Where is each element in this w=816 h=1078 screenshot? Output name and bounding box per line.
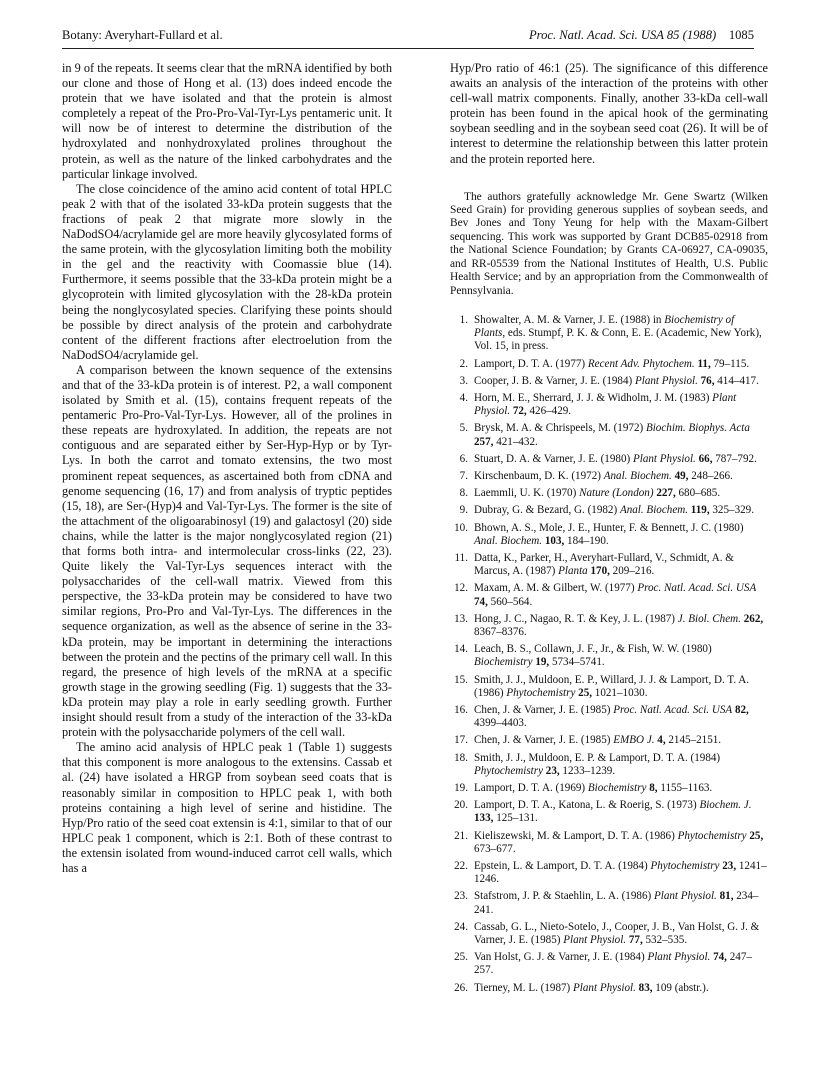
reference-volume: 74, (474, 595, 488, 608)
reference-pages: 680–685. (675, 487, 721, 500)
reference-authors: Chen, J. & Varner, J. E. (1985) (474, 703, 614, 716)
reference-item (450, 782, 768, 795)
reference-number: 13 . (450, 613, 468, 626)
reference-authors: Van Holst, G. J. & Varner, J. E. (1984) (474, 951, 648, 964)
reference-authors: Kieliszewski, M. & Lamport, D. T. A. (1986) (474, 829, 678, 842)
reference-volume: 19, (532, 656, 550, 669)
reference-volume: 49, (671, 469, 689, 482)
reference-volume: 76, (697, 374, 715, 387)
reference-pages: 532–535. (642, 934, 688, 947)
reference-journal: Plant Physiol. (573, 981, 636, 994)
body-paragraph: The close coincidence of the amino acid content of total HPLC peak 2 with that of the isolated 33-kDa protein suggests that the fractions of peak 2 that migrate more slowly in the NaDodSO4/acrylamide gel are more heavily glycosylated forms of the same protein, with the glycosylation limiting both the mobility in the gel and the reactivity with Coomassie blue (14). Furthermore, it seems possible that the 33-kDa protein might be a glycoprotein with limited glycosylation with the 28-kDa protein being the nonglycosylated species. Clarifying these points should be possible by direct analysis of the protein and carbohydrate content of the different fractions after electroelution from the NaDodSO4/acrylamide gel. (62, 181, 392, 362)
reference-authors: Maxam, A. M. & Gilbert, W. (1977) (474, 582, 638, 595)
reference-list (450, 314, 768, 995)
reference-journal: Anal. Biochem. (603, 469, 672, 482)
reference-journal: Nature (London) (579, 487, 654, 500)
reference-journal: Recent Adv. Phytochem. (587, 357, 695, 370)
reference-pages: 4399–4403. (474, 717, 527, 730)
reference-volume: 82, (732, 703, 749, 716)
reference-pages: 109 (abstr.). (652, 981, 709, 994)
reference-item (450, 552, 768, 578)
header-journal-page (529, 28, 754, 43)
reference-pages: 1233–1239. (559, 764, 616, 777)
reference-number: 25 . (450, 951, 468, 964)
reference-item (450, 890, 768, 916)
reference-item (450, 734, 768, 747)
reference-pages: 426–429. (526, 405, 572, 418)
reference-number: 11 . (450, 552, 468, 565)
reference-number: 4 . (450, 392, 468, 405)
body-paragraph: A comparison between the known sequence of the extensins and that of the 33-kDa protein is of interest. P2, a wall component isolated by Smith et al. (15), contains frequent repeats of the pentameric Pro-Pro-Val-Tyr-Lys. However, all of the prolines in these repeats are hydroxylated. In addition, the repeats are not contiguous and are separated either by Ser-Hyp-Hyp or by Tyr-Lys. In both the carrot and tomato extensins, the two most prominent repeat sequences, as ascertained both from cDNA and genome sequencing (16, 17) and from analysis of tryptic peptides (15, 18), are Ser-(Hyp)4 and Val-Tyr-Lys. The former is the site of the attachment of the oligoarabinosyl (19) and galactosyl (20) side chains, while the latter is the major nonglycosylated region (21) that forms both intra- and intermolecular cross-links (22, 23). Quite likely the Val-Tyr-Lys sequences interact with the polysaccharides of the cell-wall matrix. Viewed from this perspective, the 33-kDa protein may be considered to have two similar regions, Pro-Pro and Val-Tyr-Lys. The differences in the sequence organization, as well as the absence of serine in the 33-kDa protein, may be important in determining the interactions between the protein and the pectins of the primary cell wall. In this regard, the presence of high levels of the mRNA at a specific growth stage in the growing seedling (Fig. 1) suggests that the 33-kDa protein may play a role in early seedling growth. Further insight should result from a study of the interaction of the 33-kDa protein with the polysaccharide polymers of the cell wall. (62, 362, 392, 740)
reference-item (450, 921, 768, 947)
reference-number: 18 . (450, 752, 468, 765)
reference-authors: Datta, K., Parker, H., Averyhart-Fullard, V., Schmidt, A. & Marcus, A. (1987) (474, 551, 734, 578)
reference-journal: Proc. Natl. Acad. Sci. USA (613, 703, 733, 716)
reference-number: 17 . (450, 734, 468, 747)
reference-pages: 1241–1246. (474, 860, 767, 886)
reference-number: 3 . (450, 375, 468, 388)
reference-number: 22 . (450, 860, 468, 873)
reference-item (450, 504, 768, 517)
reference-number: 2 . (450, 358, 468, 371)
reference-number: 21 . (450, 830, 468, 843)
reference-volume: 23, (543, 764, 560, 777)
reference-journal: Biochemistry of Plants (474, 313, 735, 340)
reference-item (450, 860, 768, 886)
reference-volume: 25, (746, 829, 764, 842)
reference-number: 5 . (450, 422, 468, 435)
reference-number: 1 . (450, 314, 468, 327)
reference-pages: 234–241. (474, 890, 759, 916)
reference-journal: EMBO J. (613, 734, 655, 747)
reference-journal: Plant Physiol. (653, 890, 717, 903)
reference-pages: 248–266. (688, 469, 733, 482)
reference-number: 12 . (450, 582, 468, 595)
reference-journal: Phytochemistry (677, 829, 747, 842)
reference-volume: 77, (626, 934, 643, 947)
reference-item (450, 643, 768, 669)
reference-journal: Plant Physiol. (632, 452, 696, 465)
body-paragraph: Hyp/Pro ratio of 46:1 (25). The significance of this difference awaits an analysis of the interaction of the proteins with other cell-wall matrix components. Finally, another 33-kDa cell-wall protein has been found in the apical hook of the germinating soybean seedling and in the soybean seed coat (26). It will be of interest to determine the relationship between this latter protein and the protein reported here. (450, 61, 768, 166)
reference-authors: Epstein, L. & Lamport, D. T. A. (1984) (474, 860, 651, 873)
reference-item (450, 613, 768, 639)
reference-number: 9 . (450, 504, 468, 517)
reference-authors: Tierney, M. L. (1987) (474, 981, 574, 994)
reference-number: 23 . (450, 890, 468, 903)
reference-volume: 170, (587, 565, 610, 578)
reference-pages: 79–115. (710, 357, 750, 370)
reference-journal: Plant Physiol. (634, 374, 698, 387)
reference-pages: 421–432. (493, 435, 538, 448)
reference-journal: Proc. Natl. Acad. Sci. USA (637, 582, 757, 595)
reference-journal: Biochemistry (474, 656, 533, 669)
reference-authors: Showalter, A. M. & Varner, J. E. (1988) in (474, 313, 665, 326)
header-section-authors: Botany: Averyhart-Fullard et al. (62, 28, 223, 42)
running-header (62, 28, 754, 49)
reference-pages: 325–329. (709, 504, 754, 517)
reference-journal: Plant Physiol. (647, 951, 711, 964)
reference-journal: Phytochemistry (474, 764, 544, 777)
reference-volume: 74, (710, 951, 727, 964)
acknowledgment: The authors gratefully acknowledge Mr. Gene Swartz (Wilken Seed Grain) for providing generous supplies of soybean seeds, and Bev Jones and Tony Yeung for help with the Maxam-Gilbert sequencing. This work was supported by Grant DCB85-02918 from the National Science Foundation; by Grants CA-06927, CA-09035, and RR-05539 from the National Institutes of Health, U.S. Public Health Service; and by an appropriation from the Commonwealth of Pennsylvania. (450, 190, 768, 297)
reference-pages: , eds. Stumpf, P. K. & Conn, E. E. (Academic, New York), Vol. 15, in press. (474, 327, 762, 353)
reference-volume: 257, (474, 435, 494, 448)
reference-journal: J. Biol. Chem. (677, 612, 741, 625)
body-paragraph: in 9 of the repeats. It seems clear that the mRNA identified by both our clone and those of Hong et al. (13) does indeed encode the protein that we have isolated and that the protein is almost completely a repeat of the Pro-Pro-Val-Tyr-Lys pentameric unit. It will now be of interest to determine the distribution of the hydroxylated and nonhydroxylated prolines throughout the protein, as well as the nature of the linked carbohydrates and the particular linkage involved. (62, 61, 392, 181)
reference-volume: 227, (653, 487, 676, 500)
reference-journal: Plant Physiol. (563, 934, 627, 947)
reference-item (450, 358, 768, 371)
reference-number: 20 . (450, 799, 468, 812)
reference-volume: 83, (635, 981, 653, 994)
reference-item (450, 582, 768, 608)
reference-number: 19 . (450, 782, 468, 795)
reference-authors: Lamport, D. T. A., Katona, L. & Roerig, S. (1973) (474, 799, 700, 812)
reference-authors: Chen, J. & Varner, J. E. (1985) (474, 734, 614, 747)
reference-item (450, 392, 768, 418)
reference-authors: Laemmli, U. K. (1970) (474, 487, 580, 500)
reference-number: 14 . (450, 643, 468, 656)
reference-item (450, 422, 768, 448)
reference-volume: 11, (694, 357, 711, 370)
reference-authors: Cassab, G. L., Nieto-Sotelo, J., Cooper, J. B., Van Holst, G. J. & Varner, J. E. (1985) (474, 920, 760, 947)
reference-volume: 81, (716, 890, 734, 903)
reference-item (450, 375, 768, 388)
reference-number: 10 . (450, 522, 468, 535)
reference-journal: Biochem. J. (699, 799, 752, 812)
reference-pages: 1155–1163. (657, 782, 713, 794)
reference-number: 26 . (450, 982, 468, 995)
reference-item (450, 470, 768, 483)
reference-pages: 209–216. (609, 565, 655, 578)
reference-volume: 133, (474, 812, 494, 825)
reference-item (450, 951, 768, 977)
reference-authors: Lamport, D. T. A. (1969) (474, 782, 588, 794)
reference-number: 15 . (450, 674, 468, 687)
reference-authors: Kirschenbaum, D. K. (1972) (474, 469, 604, 482)
body-paragraph: The amino acid analysis of HPLC peak 1 (Table 1) suggests that this component is more analogous to the extensins. Cassab et al. (24) have isolated a HRGP from soybean seed coats that is reasonably similar in composition to HPLC peak 1, with both proteins containing a high level of serine and histidine. The Hyp/Pro ratio of the seed coat extensin is 4:1, similar to that of our HPLC peak 1 component, which is 2:1. Both of these contrast to the extensin isolated from wound-induced carrot cell walls, which has a (62, 740, 392, 875)
reference-item (450, 799, 768, 825)
reference-item (450, 522, 768, 548)
reference-item (450, 752, 768, 778)
reference-journal: Biochim. Biophys. Acta (645, 422, 750, 435)
reference-number: 6 . (450, 453, 468, 466)
reference-pages: 673–677. (474, 842, 516, 855)
reference-pages: 8367–8376. (474, 625, 527, 638)
header-page-number: 1085 (728, 28, 754, 42)
reference-volume: 25, (575, 686, 593, 699)
reference-authors: Smith, J. J., Muldoon, E. P., Willard, J. J. & Lamport, D. T. A. (1986) (474, 673, 750, 699)
reference-number: 24 . (450, 921, 468, 934)
reference-volume: 72, (510, 405, 527, 418)
reference-item (450, 674, 768, 700)
reference-authors: Horn, M. E., Sherrard, J. J. & Widholm, J. M. (1983) (474, 391, 713, 404)
reference-pages: 2145–2151. (665, 734, 722, 747)
reference-item (450, 314, 768, 354)
reference-pages: 184–190. (564, 534, 609, 547)
reference-authors: Brysk, M. A. & Chrispeels, M. (1972) (474, 422, 646, 435)
reference-journal: Biochemistry (587, 782, 647, 794)
reference-item (450, 453, 768, 466)
reference-journal: Anal. Biochem. (474, 534, 543, 547)
reference-item (450, 704, 768, 730)
reference-number: 16 . (450, 704, 468, 717)
reference-pages: 125–131. (493, 812, 538, 825)
reference-authors: Cooper, J. B. & Varner, J. E. (1984) (474, 374, 635, 387)
reference-journal: Plant Physiol. (474, 391, 737, 418)
reference-volume: 262, (740, 612, 764, 625)
reference-authors: Stafstrom, J. P. & Staehlin, L. A. (1986) (474, 890, 654, 903)
reference-journal: Phytochemistry (650, 860, 720, 873)
reference-authors: Stuart, D. A. & Varner, J. E. (1980) (474, 452, 633, 465)
reference-pages: 1021–1030. (592, 686, 648, 699)
reference-volume: 8, (646, 782, 658, 794)
reference-volume: 103, (542, 534, 565, 547)
reference-authors: Bhown, A. S., Mole, J. E., Hunter, F. & Bennett, J. C. (1980) (474, 521, 744, 534)
reference-number: 8 . (450, 487, 468, 500)
reference-journal: Phytochemistry (506, 686, 576, 699)
reference-pages: 5734–5741. (549, 656, 605, 669)
reference-item (450, 830, 768, 856)
left-column (62, 61, 392, 876)
reference-authors: Hong, J. C., Nagao, R. T. & Key, J. L. (1987) (474, 612, 678, 625)
reference-authors: Leach, B. S., Collawn, J. F., Jr., & Fish, W. W. (1980) (474, 643, 712, 656)
reference-volume: 4, (654, 734, 666, 747)
reference-authors: Smith, J. J., Muldoon, E. P. & Lamport, D. T. A. (1984) (474, 751, 721, 764)
reference-item (450, 982, 768, 995)
reference-item (450, 487, 768, 500)
reference-pages: 247–257. (474, 951, 752, 977)
reference-volume: 119, (688, 504, 710, 517)
reference-authors: Lamport, D. T. A. (1977) (474, 357, 588, 370)
reference-pages: 414–417. (714, 374, 759, 387)
reference-pages: 560–564. (487, 595, 533, 608)
reference-authors: Dubray, G. & Bezard, G. (1982) (474, 504, 620, 517)
reference-pages: 787–792. (712, 452, 757, 465)
reference-journal: Planta (558, 565, 588, 578)
reference-journal: Anal. Biochem. (619, 504, 689, 517)
reference-number: 7 . (450, 470, 468, 483)
header-journal: Proc. Natl. Acad. Sci. USA 85 (1988) (528, 28, 717, 42)
reference-volume: 66, (695, 452, 713, 465)
reference-volume: 23, (719, 860, 737, 873)
right-column (450, 61, 768, 999)
